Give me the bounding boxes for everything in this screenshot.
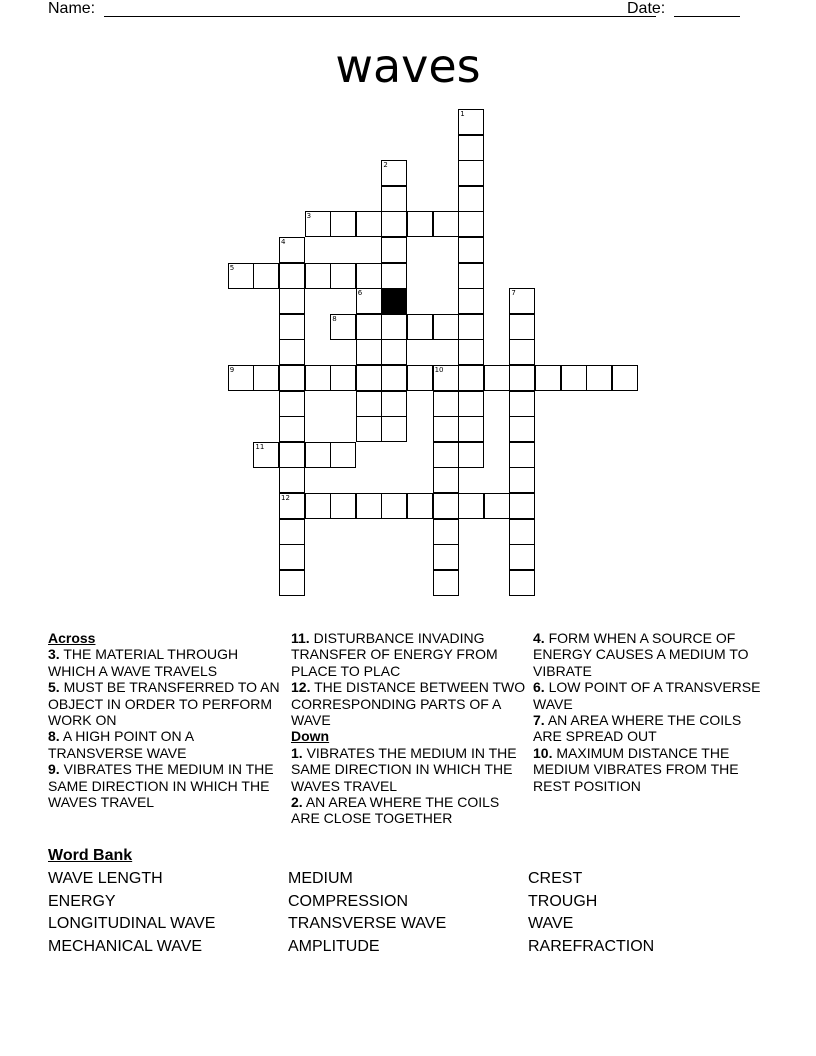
clue-down-6: 6. LOW POINT OF A TRANSVERSE WAVE [533,679,761,712]
word-bank-item: AMPLITUDE [288,938,380,956]
grid-cell[interactable] [356,416,382,442]
word-bank-item: WAVE LENGTH [48,870,163,887]
grid-cell[interactable] [407,493,433,519]
word-bank-item: MEDIUM [288,870,353,887]
grid-cell[interactable] [330,263,356,289]
word-bank-item: CREST [528,870,583,887]
clue-down-7: 7. AN AREA WHERE THE COILS ARE SPREAD OUT [533,712,742,745]
grid-cell[interactable] [458,135,484,161]
grid-cell[interactable] [509,339,535,365]
grid-cell[interactable] [509,391,535,417]
grid-cell[interactable] [305,365,331,391]
clue-across-3: 3. THE MATERIAL THROUGH WHICH A WAVE TRAVELS [48,646,239,679]
grid-cell[interactable] [305,263,331,289]
grid-cell[interactable] [458,493,484,519]
grid-cell[interactable] [279,570,305,596]
grid-cell[interactable] [330,211,356,237]
grid-cell[interactable] [433,570,459,596]
grid-cell[interactable] [433,314,459,340]
word-bank-item: RAREFRACTION [528,938,655,956]
grid-cell[interactable] [305,493,331,519]
clue-down-10: 10. MAXIMUM DISTANCE THE MEDIUM VIBRATES FROM THE REST POSITION [533,744,739,794]
grid-cell[interactable] [407,314,433,340]
down-heading: Down [291,728,330,745]
page-title: waves [335,39,481,93]
grid-cell[interactable] [433,416,459,442]
word-bank-column-2 [288,868,446,959]
grid-cell[interactable] [356,493,382,519]
clue-down-2: 2. AN AREA WHERE THE COILS ARE CLOSE TOGETHER [291,794,500,827]
grid-cell[interactable] [586,365,612,391]
grid-cell[interactable] [279,339,305,365]
grid-cell[interactable] [279,493,305,519]
grid-cell[interactable] [279,391,305,417]
cell-number: 9 [229,366,235,374]
grid-cell[interactable] [509,314,535,340]
grid-cell[interactable] [381,186,407,212]
word-bank-item: ENERGY [48,892,116,910]
date-label: Date: [627,0,666,17]
grid-cell[interactable] [458,186,484,212]
grid-cell[interactable] [279,442,305,468]
grid-cell[interactable] [330,493,356,519]
grid-cell[interactable] [561,365,587,391]
grid-cell[interactable] [509,288,535,314]
word-bank-heading: Word Bank [48,847,133,864]
word-bank-column-3 [528,868,654,959]
clue-across-12: 12. THE DISTANCE BETWEEN TWO CORRESPONDING PARTS OF A WAVE [291,679,526,729]
grid-cell[interactable] [458,365,484,391]
grid-cell[interactable] [381,237,407,263]
grid-cell[interactable] [433,519,459,545]
grid-cell[interactable] [356,365,382,391]
grid-cell[interactable] [381,211,407,237]
grid-cell[interactable] [484,493,510,519]
word-bank-item: MECHANICAL WAVE [48,938,203,956]
grid-cell[interactable] [330,365,356,391]
grid-cell[interactable] [458,391,484,417]
grid-cell[interactable] [458,288,484,314]
cell-number: 2 [383,161,388,170]
grid-cell[interactable] [279,314,305,340]
clues-column-3 [533,630,763,794]
grid-cell[interactable] [509,519,535,545]
grid-cell[interactable] [356,339,382,365]
grid-cell[interactable] [433,211,459,237]
grid-cell[interactable] [279,237,305,263]
cell-number: 11 [255,442,265,451]
grid-cell[interactable] [509,365,535,391]
grid-cell[interactable] [253,365,279,391]
clue-across-5: 5. MUST BE TRANSFERRED TO AN OBJECT IN ORDER TO PERFORM WORK ON [48,679,280,729]
grid-cell[interactable] [509,544,535,570]
across-heading: Across [48,630,96,646]
grid-cell[interactable] [458,109,484,135]
clue-across-9: 9. VIBRATES THE MEDIUM IN THE SAME DIRECTION IN WHICH THE WAVES TRAVEL [48,761,274,811]
grid-cell[interactable] [458,211,484,237]
grid-cell[interactable] [356,314,382,340]
grid-cell[interactable] [228,365,254,391]
grid-cell[interactable] [279,288,305,314]
grid-cell[interactable] [305,211,331,237]
word-bank-item: LONGITUDINAL WAVE [48,915,216,933]
grid-cell[interactable] [381,365,407,391]
grid-cell[interactable] [381,314,407,340]
grid-cell[interactable] [279,416,305,442]
grid-cell[interactable] [484,365,510,391]
grid-cell[interactable] [330,314,356,340]
cell-number: 6 [357,289,363,298]
grid-cell[interactable] [330,442,356,468]
grid-cell[interactable] [433,467,459,493]
grid-cell[interactable] [407,211,433,237]
cell-number: 5 [229,263,235,272]
word-bank-item: TROUGH [528,892,598,910]
clues-column-2 [291,630,527,827]
grid-cell[interactable] [509,442,535,468]
grid-cell[interactable] [509,570,535,596]
grid-cell[interactable] [381,493,407,519]
cell-number: 4 [281,238,286,246]
clue-across-8: 8. A HIGH POINT ON A TRANSVERSE WAVE [48,728,194,761]
grid-cell[interactable] [305,442,331,468]
grid-cell[interactable] [509,416,535,442]
grid-cell[interactable] [381,160,407,186]
cell-number: 7 [511,289,516,298]
clue-down-1: 1. VIBRATES THE MEDIUM IN THE SAME DIRECTION IN WHICH THE WAVES TRAVEL [291,744,517,794]
grid-cell[interactable] [458,442,484,468]
grid-cell[interactable] [433,544,459,570]
grid-cell[interactable] [381,263,407,289]
grid-cell[interactable] [279,519,305,545]
grid-cell[interactable] [253,263,279,289]
grid-cell[interactable] [433,493,459,519]
grid-cell[interactable] [356,288,382,314]
grid-cell[interactable] [458,314,484,340]
grid-cell[interactable] [509,493,535,519]
grid-cell[interactable] [458,263,484,289]
grid-cell[interactable] [458,339,484,365]
word-bank-item: COMPRESSION [288,892,409,910]
grid-cell[interactable] [381,339,407,365]
name-label: Name: [48,0,96,17]
word-bank-column-1 [48,868,215,959]
grid-cell[interactable] [279,544,305,570]
grid-cell[interactable] [356,211,382,237]
grid-cell[interactable] [433,365,459,391]
grid-cell[interactable] [612,365,638,391]
grid-cell[interactable] [381,416,407,442]
grid-cell[interactable] [509,467,535,493]
grid-cell[interactable] [279,263,305,289]
grid-cell[interactable] [279,467,305,493]
black-cell [381,288,407,314]
cell-number: 12 [281,494,290,502]
grid-cell[interactable] [458,237,484,263]
grid-cell[interactable] [458,416,484,442]
cell-number: 3 [306,212,312,221]
grid-cell[interactable] [381,391,407,417]
cell-number: 10 [434,366,444,374]
word-bank-item: WAVE [528,915,574,933]
grid-cell[interactable] [458,160,484,186]
cell-number: 8 [332,314,337,323]
grid-cell[interactable] [253,442,279,468]
grid-cell[interactable] [228,263,254,289]
grid-cell[interactable] [407,365,433,391]
grid-cell[interactable] [433,391,459,417]
grid-cell[interactable] [356,391,382,417]
grid-cell[interactable] [356,263,382,289]
grid-cell[interactable] [433,442,459,468]
clues-column-1 [48,630,284,810]
grid-cell[interactable] [535,365,561,391]
word-bank-item: TRANSVERSE WAVE [288,915,447,933]
cell-number: 1 [460,110,465,118]
grid-cell[interactable] [279,365,305,391]
clue-down-4: 4. FORM WHEN A SOURCE OF ENERGY CAUSES A MEDIUM TO VIBRATE [533,630,749,679]
clue-across-11: 11. DISTURBANCE INVADING TRANSFER OF ENERGY FROM PLACE TO PLAC [291,630,498,679]
